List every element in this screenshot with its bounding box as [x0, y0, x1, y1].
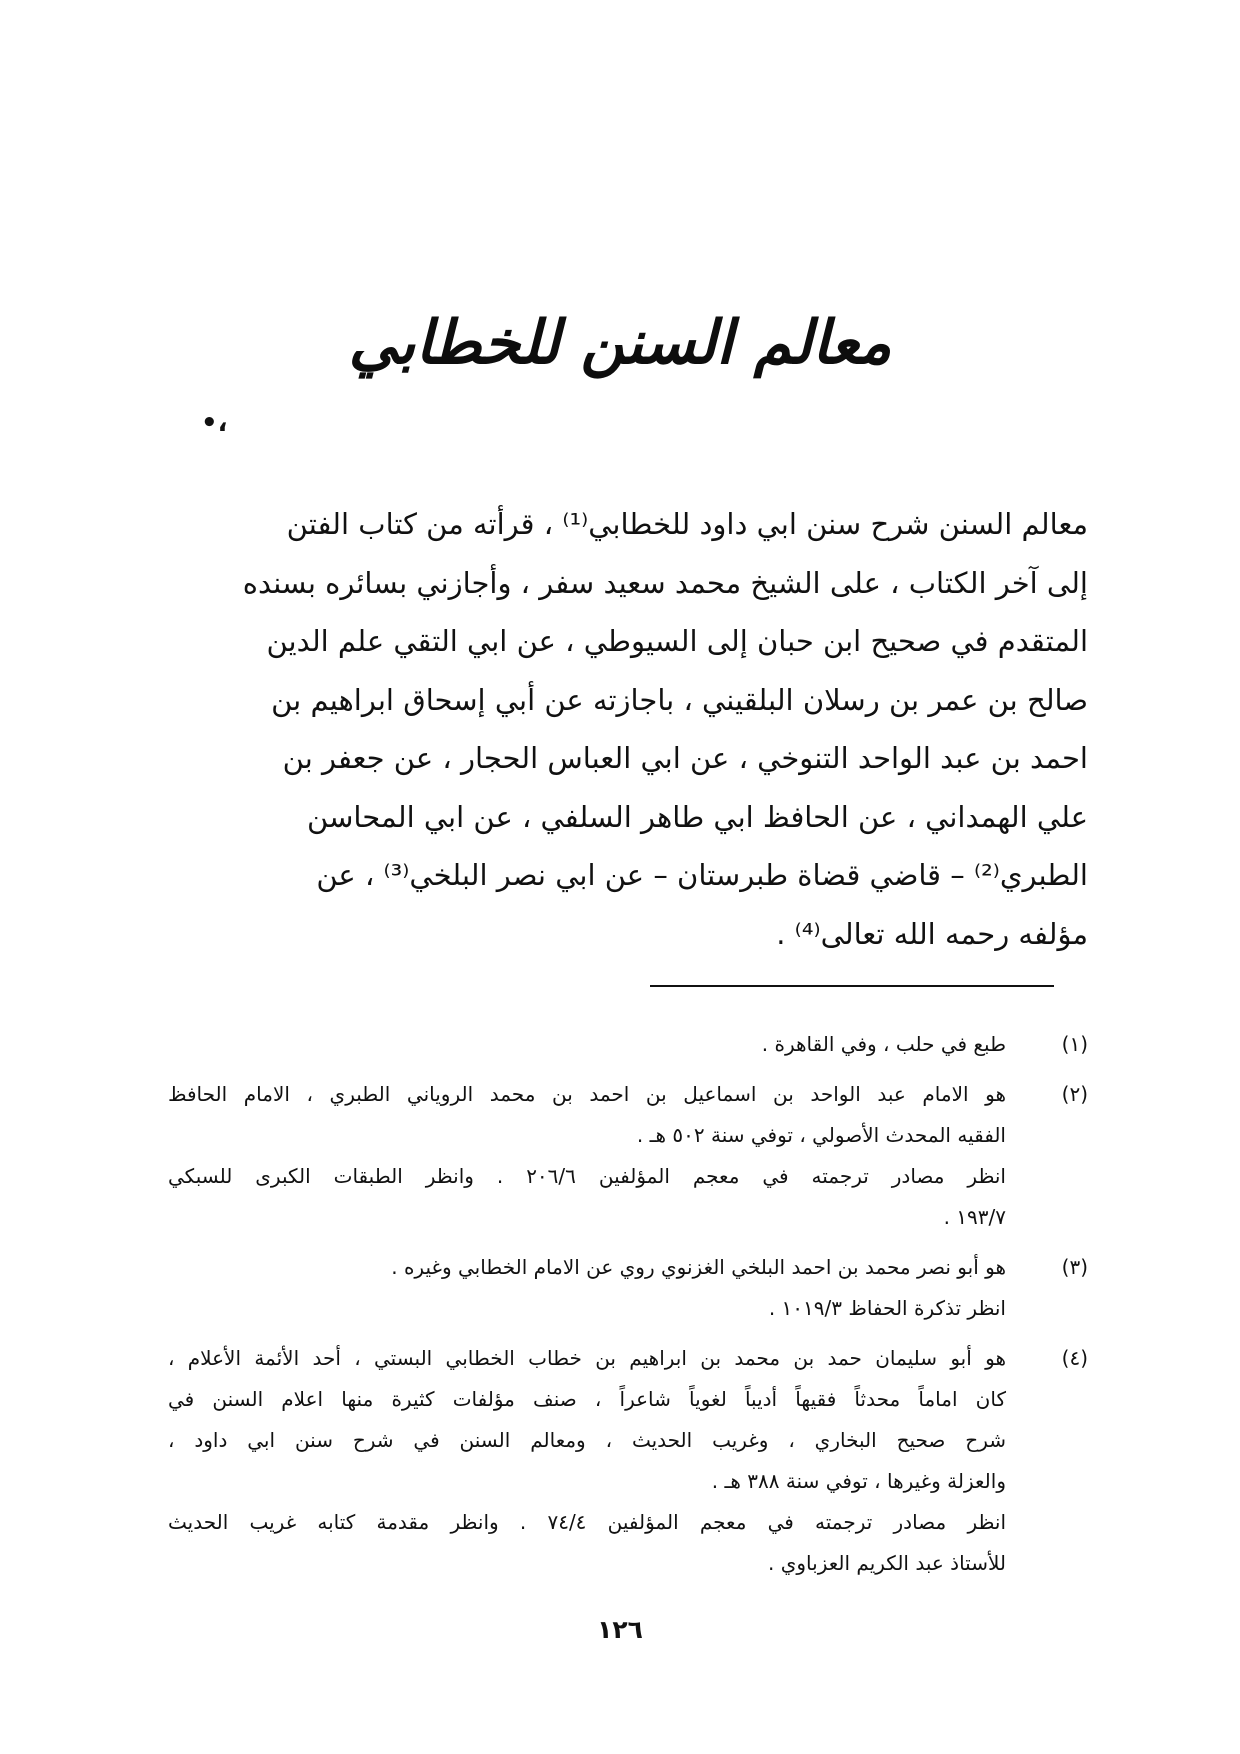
- footnote-number: (١): [1061, 1032, 1088, 1056]
- footnote-line: للأستاذ عبد الكريم العزباوي .: [768, 1551, 1006, 1575]
- body-line: احمد بن عبد الواحد التنوخي ، عن ابي العباس الحجار ، عن جعفر بن: [282, 741, 1088, 775]
- footnote-line: كان اماماً محدثاً فقيهاً أديباً لغوياً شاعراً ، صنف مؤلفات كثيرة منها اعلام السنن في: [168, 1387, 1006, 1411]
- body-line: علي الهمداني ، عن الحافظ ابي طاهر السلفي ، عن ابي المحاسن: [307, 799, 1088, 834]
- footnote-number: (٣): [1061, 1255, 1088, 1279]
- footnote-separator: [650, 985, 1054, 987]
- main-paragraph: [168, 495, 1088, 963]
- body-line: المتقدم في صحيح ابن حبان إلى السيوطي ، عن ابي التقي علم الدين: [266, 624, 1088, 658]
- footnote-line: انظر مصادر ترجمته في معجم المؤلفين ٧٤/٤ . وانظر مقدمة كتابه غريب الحديث: [168, 1510, 1007, 1534]
- page-title: معالم السنن للخطابي: [348, 308, 892, 379]
- footnote-line: هو الامام عبد الواحد بن اسماعيل بن احمد بن محمد الروياني الطبري ، الامام الحافظ: [168, 1082, 1006, 1106]
- ornament-mark: •،: [201, 408, 228, 438]
- footnote-1: [168, 1024, 1088, 1065]
- body-line: صالح بن عمر بن رسلان البلقيني ، باجازته عن أبي إسحاق ابراهيم بن: [271, 682, 1088, 717]
- footnote-line: الفقيه المحدث الأصولي ، توفي سنة ٥٠٢ هـ .: [636, 1123, 1006, 1147]
- body-line: معالم السنن شرح سنن ابي داود للخطابي⁽¹⁾ ، قرأته من كتاب الفتن: [286, 507, 1088, 541]
- footnote-line: انظر مصادر ترجمته في معجم المؤلفين ٢٠٦/٦ . وانظر الطبقات الكبرى للسبكي: [168, 1164, 1006, 1188]
- footnote-line: شرح صحيح البخاري ، وغريب الحديث ، ومعالم السنن في شرح سنن ابي داود ،: [168, 1428, 1006, 1452]
- body-line: إلى آخر الكتاب ، على الشيخ محمد سعيد سفر ، وأجازني بسائره بسنده: [242, 565, 1088, 600]
- footnote-line: هو أبو نصر محمد بن احمد البلخي الغزنوي روي عن الامام الخطابي وغيره .: [391, 1255, 1006, 1279]
- body-line: مؤلفه رحمه الله تعالى⁽⁴⁾ .: [776, 916, 1088, 951]
- footnote-2: [168, 1074, 1088, 1238]
- paragraph: [168, 495, 1088, 963]
- footnote-number: (٤): [1061, 1346, 1088, 1370]
- footnote-4: [168, 1338, 1088, 1584]
- footnote-line: انظر تذكرة الحفاظ ١٠١٩/٣ .: [768, 1296, 1006, 1320]
- page-number: ١٢٦: [597, 1615, 643, 1644]
- footnote-3: [168, 1247, 1088, 1329]
- footnote-line: والعزلة وغيرها ، توفي سنة ٣٨٨ هـ .: [711, 1469, 1006, 1493]
- footnote-line: ١٩٣/٧ .: [943, 1205, 1006, 1229]
- footnote-line: هو أبو سليمان حمد بن محمد بن ابراهيم بن خطاب الخطابي البستي ، أحد الأئمة الأعلام ،: [168, 1346, 1006, 1370]
- footnotes: [168, 1024, 1088, 1584]
- footnote-number: (٢): [1061, 1082, 1088, 1106]
- footnote-line: طبع في حلب ، وفي القاهرة .: [761, 1032, 1006, 1056]
- body-line: الطبري⁽²⁾ – قاضي قضاة طبرستان – عن ابي نصر البلخي⁽³⁾ ، عن: [316, 858, 1088, 892]
